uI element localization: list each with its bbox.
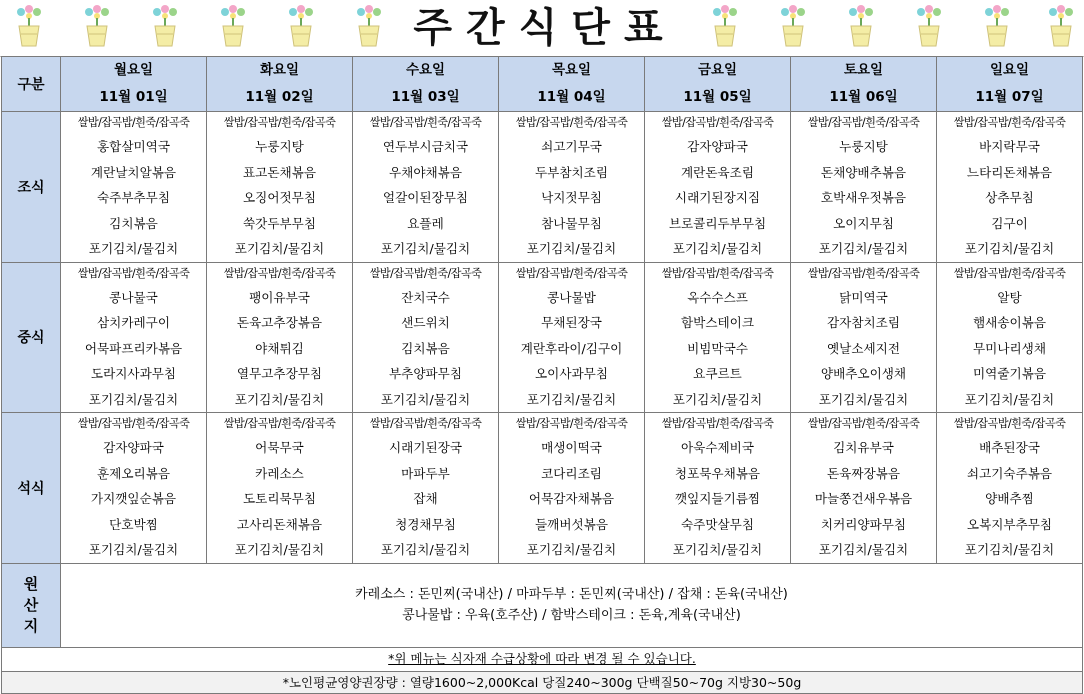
meal-row-breakfast	[2, 112, 1083, 263]
day-header	[353, 57, 499, 112]
menu-cell	[645, 413, 791, 564]
footer-row	[2, 671, 1083, 693]
menu-item: 포기김치/물김치	[380, 542, 471, 557]
day-date: 11월 02일	[245, 89, 314, 105]
menu-item: 청포묵우채볶음	[674, 465, 761, 481]
menu-item: 김치유부국	[833, 440, 894, 455]
menu-item: 가지깻잎순볶음	[90, 491, 177, 506]
menu-item: 팽이유부국	[249, 289, 310, 305]
menu-item: 쌀밥/잡곡밥/흰죽/잡곡죽	[953, 116, 1066, 129]
menu-cell	[645, 112, 791, 263]
menu-item: 브로콜리두부무침	[668, 215, 767, 231]
menu-item: 감자양파국	[103, 440, 164, 455]
menu-item: 감자양파국	[687, 139, 748, 154]
menu-item: 도토리묵무침	[243, 491, 316, 506]
flower-pot-icon	[284, 4, 318, 50]
weekly-menu-table	[1, 56, 1083, 694]
page-title: 주간식단표	[413, 5, 677, 51]
day-header	[645, 57, 791, 112]
menu-item: 포기김치/물김치	[964, 241, 1055, 256]
day-header	[937, 57, 1083, 112]
flower-pot-icon	[708, 4, 742, 50]
menu-item: 샌드위치	[401, 315, 450, 330]
menu-item: 쑥갓두부무침	[243, 215, 316, 231]
menu-item: 깻잎지들기름찜	[674, 491, 761, 506]
menu-cell	[61, 413, 207, 564]
menu-item: 쌀밥/잡곡밥/흰죽/잡곡죽	[369, 417, 482, 430]
menu-item: 쌀밥/잡곡밥/흰죽/잡곡죽	[661, 417, 774, 430]
menu-item: 포기김치/물김치	[88, 241, 179, 256]
menu-item: 도라지사과무침	[90, 366, 177, 381]
menu-item: 포기김치/물김치	[526, 391, 617, 407]
menu-item: 쌀밥/잡곡밥/흰죽/잡곡죽	[515, 116, 628, 129]
menu-item: 낙지젓무침	[541, 190, 602, 205]
origin-row	[2, 563, 1083, 647]
flower-pot-icon	[980, 4, 1014, 50]
day-header	[207, 57, 353, 112]
menu-item: 잔치국수	[401, 289, 450, 305]
menu-item: 표고돈채볶음	[243, 164, 316, 180]
day-name: 화요일	[259, 62, 300, 78]
menu-item: 포기김치/물김치	[88, 542, 179, 557]
menu-item: 카레소스	[255, 465, 304, 481]
day-date: 11월 06일	[829, 89, 898, 105]
menu-item: 쌀밥/잡곡밥/흰죽/잡곡죽	[807, 417, 920, 430]
menu-item: 쌀밥/잡곡밥/흰죽/잡곡죽	[661, 266, 774, 280]
menu-item: 치커리양파무침	[820, 516, 907, 532]
menu-item: 우채야채볶음	[389, 164, 462, 180]
menu-cell	[499, 413, 645, 564]
menu-item: 시래기된장지짐	[674, 190, 761, 205]
menu-item: 돈육고추장볶음	[236, 315, 323, 330]
day-name: 월요일	[113, 62, 154, 78]
day-name: 토요일	[843, 62, 884, 78]
menu-item: 포기김치/물김치	[380, 391, 471, 407]
meal-label: 중식	[2, 262, 61, 413]
origin-label-char: 원	[23, 574, 39, 593]
menu-item: 쌀밥/잡곡밥/흰죽/잡곡죽	[953, 417, 1066, 430]
origin-label-char: 지	[23, 616, 39, 635]
origin-label-char: 산	[23, 595, 39, 614]
menu-item: 마파두부	[401, 465, 450, 481]
change-notice: *위 메뉴는 식자재 수급상황에 따라 변경 될 수 있습니다.	[388, 651, 696, 666]
menu-item: 양배추오이생채	[820, 366, 907, 381]
corner-label: 구분	[2, 57, 61, 112]
notice-cell	[2, 647, 1083, 671]
menu-item: 홍합살미역국	[97, 139, 170, 154]
menu-cell	[353, 413, 499, 564]
menu-item: 포기김치/물김치	[964, 391, 1055, 407]
menu-item: 포기김치/물김치	[964, 542, 1055, 557]
menu-item: 옛날소세지전	[827, 340, 900, 356]
menu-item: 요플레	[407, 215, 444, 231]
menu-item: 야채튀김	[255, 340, 304, 356]
menu-item: 바지락무국	[979, 139, 1040, 154]
menu-item: 콩나물밥	[547, 289, 596, 305]
day-date: 11월 01일	[99, 89, 168, 105]
menu-item: 콩나물국	[109, 289, 158, 305]
menu-item: 오징어젓무침	[243, 190, 316, 205]
menu-item: 어묵파프리카볶음	[84, 340, 183, 356]
flower-pot-icon	[1044, 4, 1078, 50]
menu-item: 포기김치/물김치	[818, 241, 909, 256]
menu-item: 오이사과무침	[535, 366, 608, 381]
menu-item: 얼갈이된장무침	[382, 190, 469, 205]
menu-item: 포기김치/물김치	[672, 542, 763, 557]
menu-item: 마늘쫑건새우볶음	[814, 491, 913, 506]
menu-item: 옥수수스프	[687, 289, 748, 305]
origin-line: 콩나물밥 : 우육(호주산) / 함박스테이크 : 돈육,계육(국내산)	[402, 608, 741, 623]
meal-row-dinner	[2, 413, 1083, 564]
menu-item: 들깨버섯볶음	[535, 516, 608, 532]
menu-item: 쌀밥/잡곡밥/흰죽/잡곡죽	[369, 116, 482, 129]
menu-item: 포기김치/물김치	[88, 391, 179, 407]
menu-item: 쌀밥/잡곡밥/흰죽/잡곡죽	[515, 417, 628, 430]
menu-item: 계란후라이/김구이	[520, 340, 623, 356]
menu-item: 쌀밥/잡곡밥/흰죽/잡곡죽	[369, 266, 482, 280]
origin-text	[61, 563, 1083, 647]
menu-item: 쌀밥/잡곡밥/흰죽/잡곡죽	[515, 266, 628, 280]
menu-item: 매생이떡국	[541, 440, 602, 455]
menu-item: 무채된장국	[541, 315, 602, 330]
menu-item: 쇠고기무국	[541, 139, 602, 154]
menu-cell	[207, 112, 353, 263]
menu-item: 배추된장국	[979, 440, 1040, 455]
menu-item: 함박스테이크	[681, 315, 754, 330]
menu-item: 부추양파무침	[389, 366, 462, 381]
menu-item: 김치볶음	[401, 340, 450, 356]
menu-item: 돈채양배추볶음	[820, 164, 907, 180]
flower-pot-icon	[844, 4, 878, 50]
menu-item: 숙주맛살무침	[681, 516, 754, 532]
menu-item: 쌀밥/잡곡밥/흰죽/잡곡죽	[223, 116, 336, 129]
flower-pot-icon	[352, 4, 386, 50]
menu-item: 누룽지탕	[839, 139, 888, 154]
menu-item: 포기김치/물김치	[234, 542, 325, 557]
menu-item: 시래기된장국	[389, 440, 462, 455]
menu-cell	[645, 262, 791, 413]
menu-item: 단호박찜	[109, 516, 158, 532]
menu-cell	[791, 262, 937, 413]
menu-item: 김구이	[991, 215, 1028, 231]
menu-item: 쌀밥/잡곡밥/흰죽/잡곡죽	[807, 266, 920, 280]
day-name: 금요일	[697, 62, 738, 78]
flower-pot-icon	[216, 4, 250, 50]
menu-cell	[499, 112, 645, 263]
menu-cell	[61, 262, 207, 413]
menu-item: 양배추찜	[985, 491, 1034, 506]
menu-item: 오복지부추무침	[966, 516, 1053, 532]
menu-cell	[499, 262, 645, 413]
menu-item: 연두부시금치국	[382, 139, 469, 154]
menu-item: 누룽지탕	[255, 139, 304, 154]
menu-item: 참나물무침	[541, 215, 602, 231]
menu-item: 두부참치조림	[535, 164, 608, 180]
menu-item: 쌀밥/잡곡밥/흰죽/잡곡죽	[661, 116, 774, 129]
meal-row-lunch	[2, 262, 1083, 413]
flower-pot-icon	[776, 4, 810, 50]
menu-item: 포기김치/물김치	[380, 241, 471, 256]
menu-cell	[61, 112, 207, 263]
menu-item: 포기김치/물김치	[818, 542, 909, 557]
menu-cell	[937, 112, 1083, 263]
menu-item: 미역줄기볶음	[973, 366, 1046, 381]
menu-cell	[353, 262, 499, 413]
nutrition-footer: *노인평균영양권장량 : 열량1600~2,000Kcal 당질240~300g 단백질50~70g 지방30~50g	[2, 671, 1083, 693]
day-date: 11월 07일	[975, 89, 1044, 105]
day-name: 목요일	[551, 62, 592, 78]
menu-item: 쌀밥/잡곡밥/흰죽/잡곡죽	[807, 116, 920, 129]
day-header	[499, 57, 645, 112]
menu-item: 무미나리생채	[973, 340, 1046, 356]
menu-item: 삼치카레구이	[97, 315, 170, 330]
menu-item: 포기김치/물김치	[234, 391, 325, 407]
menu-cell	[207, 262, 353, 413]
day-header	[791, 57, 937, 112]
menu-cell	[791, 413, 937, 564]
menu-item: 감자참치조림	[827, 315, 900, 330]
menu-item: 훈제오리볶음	[97, 465, 170, 481]
menu-cell	[207, 413, 353, 564]
menu-item: 포기김치/물김치	[526, 241, 617, 256]
origin-line: 카레소스 : 돈민찌(국내산) / 마파두부 : 돈민찌(국내산) / 잡채 : 돈육(국내산)	[355, 587, 788, 602]
flower-pot-icon	[912, 4, 946, 50]
menu-item: 돈육짜장볶음	[827, 465, 900, 481]
day-name: 일요일	[989, 62, 1030, 78]
origin-label	[2, 563, 61, 647]
menu-item: 오이지무침	[833, 215, 894, 231]
menu-item: 쌀밥/잡곡밥/흰죽/잡곡죽	[223, 266, 336, 280]
menu-item: 닭미역국	[839, 289, 888, 305]
day-date: 11월 04일	[537, 89, 606, 105]
day-name: 수요일	[405, 62, 446, 78]
menu-item: 어묵무국	[255, 440, 304, 455]
menu-item: 쌀밥/잡곡밥/흰죽/잡곡죽	[77, 417, 190, 430]
flower-pot-icon	[80, 4, 114, 50]
menu-item: 요쿠르트	[693, 366, 742, 381]
menu-item: 포기김치/물김치	[818, 391, 909, 407]
day-header-row	[2, 57, 1083, 112]
menu-item: 계란날치알볶음	[90, 164, 177, 180]
day-date: 11월 03일	[391, 89, 460, 105]
menu-item: 쌀밥/잡곡밥/흰죽/잡곡죽	[77, 116, 190, 129]
menu-item: 계란돈육조림	[681, 164, 754, 180]
menu-item: 코다리조림	[541, 465, 602, 481]
menu-item: 어묵감자채볶음	[528, 491, 615, 506]
menu-cell	[353, 112, 499, 263]
menu-item: 쌀밥/잡곡밥/흰죽/잡곡죽	[77, 266, 190, 280]
menu-item: 포기김치/물김치	[672, 391, 763, 407]
menu-item: 쇠고기숙주볶음	[966, 465, 1053, 481]
menu-item: 햄새송이볶음	[973, 315, 1046, 330]
menu-item: 포기김치/물김치	[526, 542, 617, 557]
menu-item: 아욱수제비국	[681, 440, 754, 455]
menu-item: 열무고추장무침	[236, 366, 323, 381]
menu-item: 포기김치/물김치	[234, 241, 325, 256]
menu-item: 호박새우젓볶음	[820, 190, 907, 205]
flower-pot-icon	[12, 4, 46, 50]
menu-item: 쌀밥/잡곡밥/흰죽/잡곡죽	[223, 417, 336, 430]
menu-item: 느타리돈채볶음	[966, 164, 1053, 180]
menu-cell	[937, 262, 1083, 413]
menu-item: 포기김치/물김치	[672, 241, 763, 256]
menu-item: 비빔막국수	[687, 340, 748, 356]
menu-item: 고사리돈채볶음	[236, 516, 323, 532]
menu-item: 알탕	[997, 289, 1022, 305]
menu-header	[0, 0, 1084, 57]
menu-item: 숙주부추무침	[97, 190, 170, 205]
day-header	[61, 57, 207, 112]
notice-row	[2, 647, 1083, 671]
menu-item: 상추무침	[985, 190, 1034, 205]
menu-item: 쌀밥/잡곡밥/흰죽/잡곡죽	[953, 266, 1066, 280]
meal-label: 조식	[2, 112, 61, 263]
menu-cell	[791, 112, 937, 263]
day-date: 11월 05일	[683, 89, 752, 105]
menu-item: 김치볶음	[109, 215, 158, 231]
menu-item: 청경채무침	[395, 516, 456, 532]
meal-label: 석식	[2, 413, 61, 564]
flower-pot-icon	[148, 4, 182, 50]
menu-item: 잡채	[413, 491, 438, 506]
menu-cell	[937, 413, 1083, 564]
